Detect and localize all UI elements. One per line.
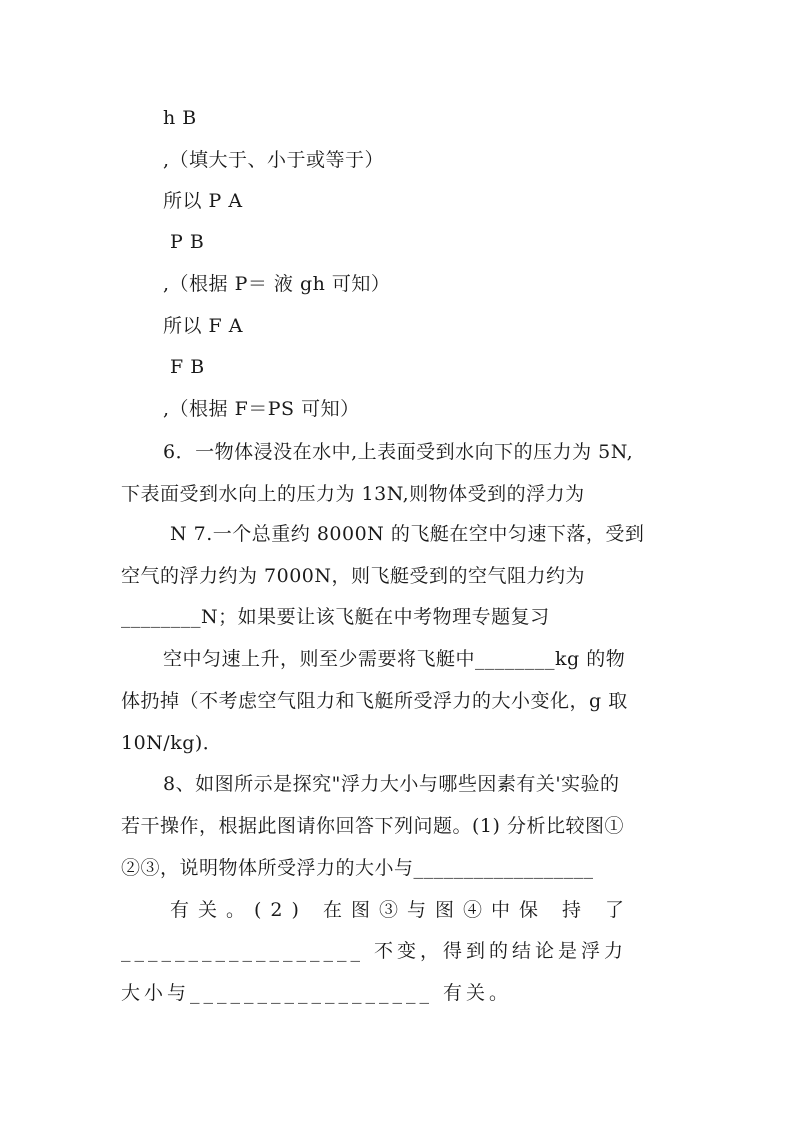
question-8-line-1: 8、如图所示是探究"浮力大小与哪些因素有关'实验的 xyxy=(163,773,620,795)
question-8-line-6: 大小与__________________ 有关。 xyxy=(121,982,513,1004)
question-8-line-4: 有关。(2) 在图③与图④中保 持 了 xyxy=(170,899,634,921)
text-line: ,（根据 P＝ 液 gh 可知） xyxy=(163,273,391,295)
question-7-line-1: N 7.一个总重约 8000N 的飞艇在空中匀速下落，受到 xyxy=(170,523,645,545)
text-line: ,（填大于、小于或等于） xyxy=(163,149,385,171)
text-line: 所以 F A xyxy=(163,315,243,337)
question-8-line-3: ②③，说明物体所受浮力的大小与__________________ xyxy=(121,857,594,879)
question-7-line-3: ________N；如果要让该飞艇在中考物理专题复习 xyxy=(121,606,550,628)
question-6-line-1: 6．一物体浸没在水中,上表面受到水向下的压力为 5N, xyxy=(163,441,634,463)
text-line: P B xyxy=(170,231,205,253)
question-7-line-4: 空中匀速上升，则至少需要将飞艇中________kg 的物 xyxy=(163,648,626,670)
question-8-line-5: __________________ 不变，得到的结论是浮力 xyxy=(121,940,628,962)
text-line: 所以 P A xyxy=(163,190,243,212)
text-line: F B xyxy=(170,356,205,378)
question-7-line-6: 10N/kg)． xyxy=(121,732,223,754)
question-6-line-2: 下表面受到水向上的压力为 13N,则物体受到的浮力为 xyxy=(121,483,585,505)
question-8-line-2: 若干操作，根据此图请你回答下列问题。(1) 分析比较图① xyxy=(121,815,624,837)
question-7-line-5: 体扔掉（不考虑空气阻力和飞艇所受浮力的大小变化，g 取 xyxy=(121,690,628,712)
question-7-line-2: 空气的浮力约为 7000N，则飞艇受到的空气阻力约为 xyxy=(121,565,586,587)
text-line: h B xyxy=(163,107,197,129)
text-line: ,（根据 F＝PS 可知） xyxy=(163,398,360,420)
